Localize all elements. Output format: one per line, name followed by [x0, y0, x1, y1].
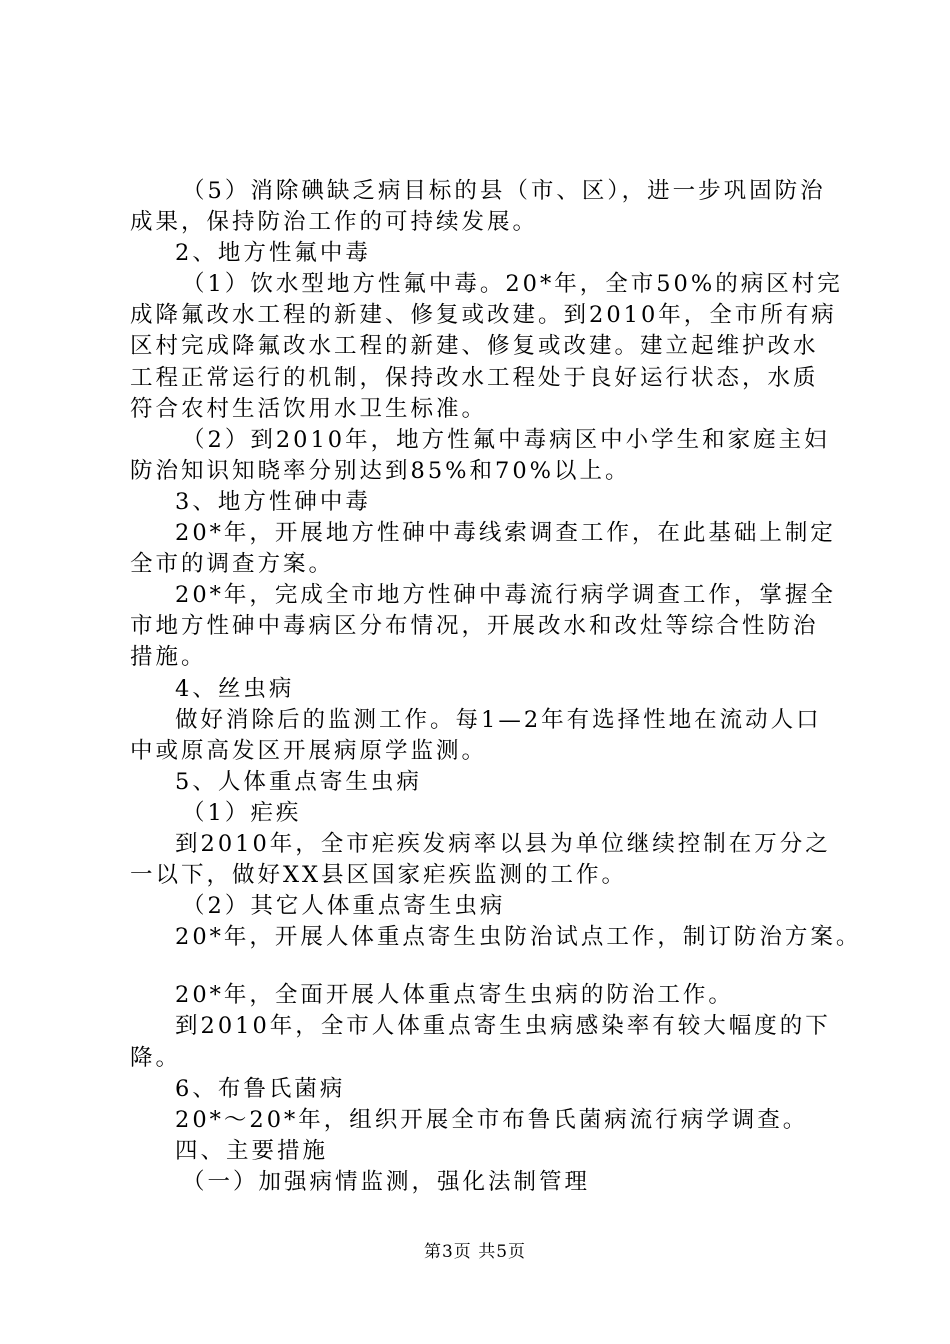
- subsection-heading: （1）疟疾: [182, 799, 302, 826]
- subsection-heading: （一）加强病情监测，强化法制管理: [182, 1168, 591, 1195]
- section-heading: 5、人体重点寄生虫病: [175, 768, 422, 795]
- paragraph-line: 20*年，开展人体重点寄生虫防治试点工作，制订防治方案。: [175, 924, 862, 951]
- subsection-heading: （2）其它人体重点寄生虫病: [182, 893, 506, 920]
- section-heading: 6、布鲁氏菌病: [175, 1075, 346, 1102]
- paragraph-line: 一以下，做好XX县区国家疟疾监测的工作。: [130, 862, 628, 889]
- paragraph-line: （5）消除碘缺乏病目标的县（市、区），进一步巩固防治: [182, 178, 826, 204]
- chapter-heading: 四、主要措施: [175, 1137, 329, 1164]
- paragraph-line: （2）到2010年，地方性氟中毒病区中小学生和家庭主妇: [182, 426, 830, 453]
- paragraph-line: 全市的调查方案。: [130, 551, 335, 578]
- paragraph-line: 中或原高发区开展病原学监测。: [130, 737, 488, 764]
- paragraph-line: 成果，保持防治工作的可持续发展。: [130, 209, 539, 236]
- paragraph-line: 符合农村生活饮用水卫生标准。: [130, 395, 488, 422]
- paragraph-line: 做好消除后的监测工作。每1—2年有选择性地在流动人口: [175, 706, 822, 733]
- page-number-footer: 第3页 共5页: [423, 1242, 527, 1262]
- section-heading: 4、丝虫病: [175, 675, 295, 702]
- paragraph-line: 降。: [130, 1044, 182, 1071]
- paragraph-line: 工程正常运行的机制，保持改水工程处于良好运行状态，水质: [130, 364, 819, 391]
- paragraph-line: 20*年，完成全市地方性砷中毒流行病学调查工作，掌握全: [175, 582, 836, 609]
- section-heading: 3、地方性砷中毒: [175, 488, 371, 515]
- paragraph-line: 到2010年，全市人体重点寄生虫病感染率有较大幅度的下: [175, 1013, 831, 1040]
- section-heading: 2、地方性氟中毒: [175, 240, 371, 267]
- paragraph-line: 措施。: [130, 644, 207, 671]
- paragraph-line: 成降氟改水工程的新建、修复或改建。到2010年，全市所有病: [130, 302, 837, 329]
- blank-line: [130, 953, 835, 980]
- paragraph-line: 区村完成降氟改水工程的新建、修复或改建。建立起维护改水: [130, 333, 819, 360]
- paragraph-line: 市地方性砷中毒病区分布情况，开展改水和改灶等综合性防治: [130, 613, 819, 640]
- paragraph-line: 20*～20*年，组织开展全市布鲁氏菌病流行病学调查。: [175, 1106, 809, 1133]
- paragraph-line: 防治知识知晓率分别达到85%和70%以上。: [130, 457, 631, 484]
- paragraph-line: 20*年，全面开展人体重点寄生虫病的防治工作。: [175, 982, 734, 1009]
- document-body: [130, 176, 862, 1198]
- paragraph-line: 到2010年，全市疟疾发病率以县为单位继续控制在万分之: [175, 830, 831, 857]
- paragraph-line: 20*年，开展地方性砷中毒线索调查工作，在此基础上制定: [175, 520, 836, 547]
- paragraph-line: （1）饮水型地方性氟中毒。20*年，全市50%的病区村完: [182, 271, 843, 298]
